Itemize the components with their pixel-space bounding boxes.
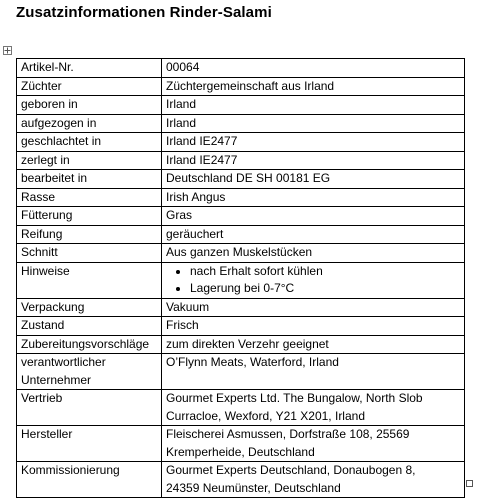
row-value-line: Irland bbox=[166, 97, 197, 111]
row-label: Fütterung bbox=[17, 207, 162, 226]
row-label: geschlachtet in bbox=[17, 133, 162, 152]
row-label: Artikel-Nr. bbox=[17, 59, 162, 78]
row-value bbox=[162, 59, 465, 78]
row-value bbox=[162, 462, 465, 498]
row-value bbox=[162, 426, 465, 462]
row-value bbox=[162, 262, 465, 298]
row-value bbox=[162, 354, 465, 390]
row-label: Kommissionierung bbox=[17, 462, 162, 498]
row-label: bearbeitet in bbox=[17, 170, 162, 189]
row-value-line: Irland IE2477 bbox=[166, 152, 238, 167]
row-value-line: Züchtergemeinschaft aus Irland bbox=[166, 78, 335, 93]
row-value-line: Irish Angus bbox=[166, 189, 226, 204]
row-value-line: Irland bbox=[166, 115, 197, 130]
document-title: Zusatzinformationen Rinder-Salami bbox=[16, 4, 272, 21]
row-value-line: Irland IE2477 bbox=[166, 134, 238, 148]
table-row bbox=[17, 133, 465, 152]
table-row bbox=[17, 262, 465, 298]
table-row bbox=[17, 77, 465, 96]
bullet-item: nach Erhalt sofort kühlen bbox=[190, 263, 460, 281]
table-row bbox=[17, 462, 465, 498]
row-value-line: Aus ganzen Muskelstücken bbox=[166, 245, 313, 259]
row-value-line: Frisch bbox=[166, 318, 199, 332]
row-value bbox=[162, 244, 465, 263]
table-row bbox=[17, 114, 465, 133]
row-value-line: Deutschland DE SH 00181 EG bbox=[166, 171, 331, 185]
table-row bbox=[17, 426, 465, 462]
table-row bbox=[17, 59, 465, 78]
table-row bbox=[17, 317, 465, 336]
table-row bbox=[17, 170, 465, 189]
row-label: Zubereitungsvorschläge bbox=[17, 335, 162, 354]
bullet-item: Lagerung bei 0-7°C bbox=[190, 280, 460, 298]
table-row bbox=[17, 354, 465, 390]
row-value bbox=[162, 317, 465, 336]
row-value-line: 00064 bbox=[166, 60, 200, 74]
row-label: Zustand bbox=[17, 317, 162, 336]
table-row bbox=[17, 298, 465, 317]
table-row bbox=[17, 96, 465, 115]
row-label: Hersteller bbox=[17, 426, 162, 462]
row-value-line: O’Flynn Meats, Waterford, Irland bbox=[166, 355, 339, 369]
bullet-list bbox=[166, 263, 460, 298]
row-value-line: zum direkten Verzehr geeignet bbox=[166, 336, 329, 351]
row-label: Hinweise bbox=[17, 262, 162, 298]
row-value-line: geräuchert bbox=[166, 226, 224, 241]
row-label: Reifung bbox=[17, 225, 162, 244]
table-move-handle-icon[interactable] bbox=[3, 46, 12, 55]
table-row bbox=[17, 225, 465, 244]
row-label: aufgezogen in bbox=[17, 114, 162, 133]
row-value bbox=[162, 96, 465, 115]
row-value-line: Kremperheide, Deutschland bbox=[166, 444, 315, 459]
row-value bbox=[162, 298, 465, 317]
row-value bbox=[162, 225, 465, 244]
row-value-line: Gourmet Experts Ltd. The Bungalow, North Slob bbox=[166, 391, 423, 405]
row-value-line: 24359 Neumünster, Deutschland bbox=[166, 480, 341, 495]
info-table bbox=[16, 58, 465, 498]
row-value-line: Vakuum bbox=[166, 299, 210, 314]
row-value bbox=[162, 77, 465, 96]
row-value bbox=[162, 114, 465, 133]
table-row bbox=[17, 390, 465, 426]
row-value-line: Fleischerei Asmussen, Dorfstraße 108, 25569 bbox=[166, 427, 410, 441]
row-value bbox=[162, 207, 465, 226]
row-value bbox=[162, 335, 465, 354]
row-label: Schnitt bbox=[17, 244, 162, 263]
row-value bbox=[162, 390, 465, 426]
table-row bbox=[17, 151, 465, 170]
row-value bbox=[162, 151, 465, 170]
table-resize-handle-icon[interactable] bbox=[466, 480, 473, 487]
row-value bbox=[162, 170, 465, 189]
table-row bbox=[17, 335, 465, 354]
row-value bbox=[162, 133, 465, 152]
row-value-line: Gourmet Experts Deutschland, Donaubogen 8, bbox=[166, 463, 416, 477]
row-label: Vertrieb bbox=[17, 390, 162, 426]
row-value-line: Gras bbox=[166, 208, 193, 222]
row-label: Züchter bbox=[17, 77, 162, 96]
row-label-line: verantwortlicher bbox=[21, 355, 106, 369]
table-row bbox=[17, 207, 465, 226]
table-row bbox=[17, 188, 465, 207]
row-value-line: Curracloe, Wexford, Y21 X201, Irland bbox=[166, 408, 365, 423]
row-label: zerlegt in bbox=[17, 151, 162, 170]
row-label: Rasse bbox=[17, 188, 162, 207]
row-label: Verpackung bbox=[17, 298, 162, 317]
row-value bbox=[162, 188, 465, 207]
row-label-line: Unternehmer bbox=[21, 372, 92, 387]
row-label bbox=[17, 354, 162, 390]
row-label: geboren in bbox=[17, 96, 162, 115]
table-row bbox=[17, 244, 465, 263]
